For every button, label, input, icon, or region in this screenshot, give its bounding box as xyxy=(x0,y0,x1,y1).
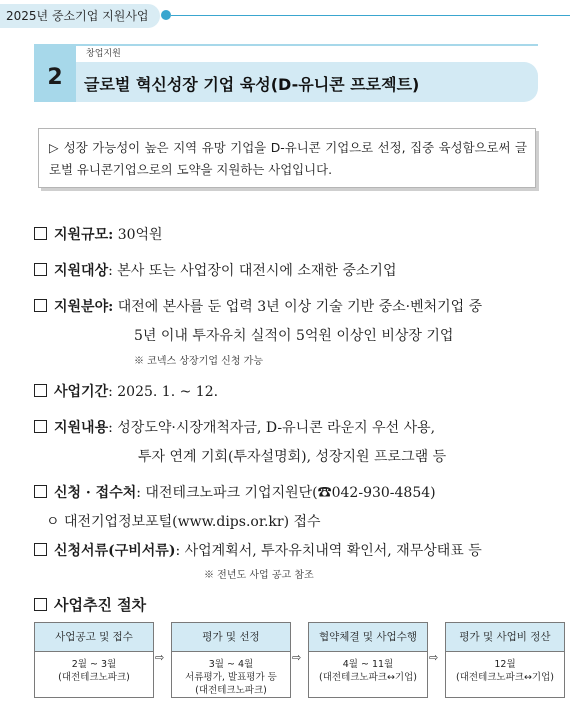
item-apply-sub: ㅇ 대전기업정보포털(www.dips.or.kr) 접수 xyxy=(46,514,321,530)
arrow-right-icon: ⇨ xyxy=(292,651,302,664)
process-step-body: 3월 ~ 4월 서류평가, 발표평가 등 (대전테크노파크) xyxy=(185,659,277,696)
item-content-line2: 투자 연계 기회(투자설명회), 성장지원 프로그램 등 xyxy=(138,449,447,465)
title-top-strip xyxy=(76,44,538,62)
item-field-label: 지원분야: xyxy=(54,299,114,315)
process-step xyxy=(445,622,565,698)
item-field-line1: 대전에 본사를 둔 업력 3년 이상 기술 기반 중소·벤처기업 중 xyxy=(117,299,483,315)
item-content-label: 지원내용 xyxy=(54,420,109,436)
checkbox-square-icon xyxy=(34,384,47,397)
page-title: 글로벌 혁신성장 기업 육성(D-유니콘 프로젝트) xyxy=(84,75,420,94)
program-header-label: 2025년 중소기업 지원사업 xyxy=(0,4,160,28)
checkbox-square-icon xyxy=(34,299,47,312)
item-docs-value: : 사업계획서, 투자유치내역 확인서, 재무상태표 등 xyxy=(175,543,482,559)
process-step-head: 사업공고 및 접수 xyxy=(35,623,153,652)
item-period-label: 사업기간 xyxy=(54,384,109,400)
section-number: 2 xyxy=(34,44,76,102)
item-field-line2: 5년 이내 투자유치 실적이 5억원 이상인 비상장 기업 xyxy=(134,328,454,344)
process-step-body: 2월 ~ 3월 (대전테크노파크) xyxy=(58,659,130,683)
section-title-block xyxy=(34,44,538,102)
process-step-head: 평가 및 선정 xyxy=(172,623,290,652)
item-field xyxy=(34,296,482,316)
item-period xyxy=(34,381,218,401)
checkbox-square-icon xyxy=(34,598,47,611)
item-content-line1: : 성장도약·시장개척자금, D-유니콘 라운지 우선 사용, xyxy=(108,420,436,436)
header-divider xyxy=(171,15,570,16)
checkbox-square-icon xyxy=(34,227,47,240)
item-content xyxy=(34,417,435,437)
item-period-value: : 2025. 1. ~ 12. xyxy=(108,384,219,400)
process-step xyxy=(171,622,291,698)
item-scale xyxy=(34,224,163,244)
item-docs xyxy=(34,540,482,560)
checkbox-square-icon xyxy=(34,485,47,498)
process-step-head: 평가 및 사업비 정산 xyxy=(446,623,564,652)
process-step-body: 4월 ~ 11월 (대전테크노파크↔기업) xyxy=(319,659,417,683)
item-scale-value: 30억원 xyxy=(117,227,163,243)
process-step xyxy=(34,622,154,698)
item-apply-value: : 대전테크노파크 기업지원단(☎042-930-4854) xyxy=(136,485,436,501)
item-apply xyxy=(34,482,436,502)
item-docs-label: 신청서류(구비서류) xyxy=(54,543,176,559)
section-category: 창업지원 xyxy=(86,49,121,59)
item-target xyxy=(34,260,396,280)
process-step-head: 협약체결 및 사업수행 xyxy=(309,623,427,652)
arrow-right-icon: ⇨ xyxy=(429,651,439,664)
item-apply-label: 신청 · 접수처 xyxy=(54,485,137,501)
item-field-note: ※ 코넥스 상장기업 신청 가능 xyxy=(134,356,263,367)
item-target-value: : 본사 또는 사업장이 대전시에 소재한 중소기업 xyxy=(108,263,397,279)
checkbox-square-icon xyxy=(34,263,47,276)
process-step xyxy=(308,622,428,698)
summary-text: ▷ 성장 가능성이 높은 지역 유망 기업을 D-유니콘 기업으로 선정, 집중 육성함으로써 글로벌 유니콘기업으로의 도약을 지원하는 사업입니다. xyxy=(49,140,527,177)
item-target-label: 지원대상 xyxy=(54,263,109,279)
checkbox-square-icon xyxy=(34,543,47,556)
process-title: 사업추진 절차 xyxy=(34,594,146,615)
item-docs-note: ※ 전년도 사업 공고 참조 xyxy=(204,570,314,581)
process-step-body: 12월 (대전테크노파크↔기업) xyxy=(456,659,554,683)
summary-box xyxy=(38,128,536,188)
arrow-right-icon: ⇨ xyxy=(155,651,165,664)
header-dot xyxy=(161,10,171,20)
item-scale-label: 지원규모: xyxy=(54,227,114,243)
checkbox-square-icon xyxy=(34,420,47,433)
